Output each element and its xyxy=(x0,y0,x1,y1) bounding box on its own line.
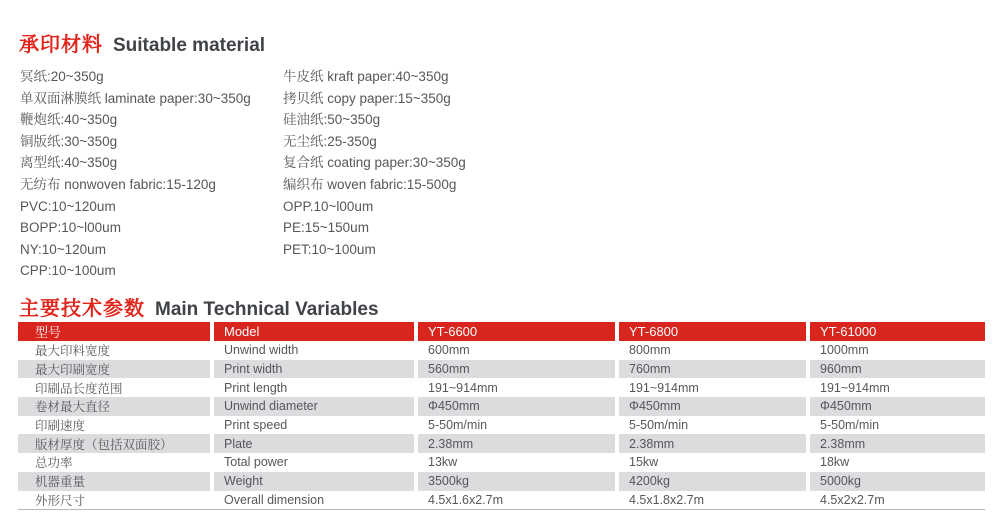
table-cell: 13kw xyxy=(428,455,458,470)
table-cell: 1000mm xyxy=(820,343,869,358)
table-cell: 2.38mm xyxy=(810,434,985,453)
table-cell: 4200kg xyxy=(619,472,806,491)
material-item: BOPP:10~l00um xyxy=(20,220,121,236)
table-cell: 最大印料宽度 xyxy=(35,344,111,359)
material-item: 鞭炮纸:40~350g xyxy=(20,112,118,128)
table-cell: 191~914mm xyxy=(629,380,699,395)
table-cell: 960mm xyxy=(810,360,985,379)
materials-list xyxy=(20,66,466,282)
table-cell: 卷材最大直径 xyxy=(18,397,210,416)
material-item: 复合纸 coating paper:30~350g xyxy=(283,155,466,171)
table-cell: 800mm xyxy=(629,343,671,358)
technical-variables-table xyxy=(18,322,985,510)
table-cell: Φ450mm xyxy=(619,397,806,416)
material-item: 离型纸:40~350g xyxy=(20,155,118,171)
table-cell: 5000kg xyxy=(810,472,985,491)
table-cell: 5-50m/min xyxy=(629,418,689,433)
table-cell: 4.5x1.6x2.7m xyxy=(428,492,504,507)
table-header-cell: Model xyxy=(214,322,414,341)
technical-variables-heading xyxy=(19,292,379,321)
table-cell: Weight xyxy=(214,472,414,491)
table-cell: 4.5x1.8x2.7m xyxy=(629,492,705,507)
table-cell: 机器重量 xyxy=(18,472,210,491)
table-cell: 总功率 xyxy=(35,456,73,471)
material-item: CPP:10~100um xyxy=(20,263,116,279)
table-cell: 760mm xyxy=(619,360,806,379)
table-header-cell: YT-6800 xyxy=(619,322,806,341)
material-item: NY:10~120um xyxy=(20,241,106,257)
material-item: 硅油纸:50~350g xyxy=(283,112,381,128)
suitable-material-heading-zh: 承印材料 xyxy=(19,34,103,56)
table-cell: 600mm xyxy=(428,343,470,358)
technical-variables-heading-zh: 主要技术参数 xyxy=(19,298,145,320)
materials-left-column xyxy=(20,66,283,282)
table-header-cell: 型号 xyxy=(18,322,210,341)
table-cell: Unwind width xyxy=(224,343,299,358)
table-header-cell: YT-61000 xyxy=(810,322,985,341)
material-item: 编织布 woven fabric:15-500g xyxy=(283,176,457,192)
material-item: 牛皮纸 kraft paper:40~350g xyxy=(283,69,449,84)
suitable-material-heading xyxy=(19,28,265,57)
table-cell: Total power xyxy=(224,455,288,470)
table-cell: 5-50m/min xyxy=(820,418,880,433)
table-cell: 5-50m/min xyxy=(428,418,488,433)
table-cell: Unwind diameter xyxy=(214,397,414,416)
table-header-cell: YT-6600 xyxy=(418,322,615,341)
material-item: 无尘纸:25-350g xyxy=(283,133,377,149)
table-cell: 3500kg xyxy=(418,472,615,491)
material-item: 单双面淋膜纸 laminate paper:30~350g xyxy=(20,90,251,106)
table-cell: Overall dimension xyxy=(224,492,325,507)
table-cell: 4.5x2x2.7m xyxy=(820,492,885,507)
material-item: PE:15~150um xyxy=(283,220,369,236)
technical-variables-heading-en: Main Technical Variables xyxy=(155,299,379,320)
table-cell: Print width xyxy=(214,360,414,379)
table-cell: Print speed xyxy=(224,418,288,433)
materials-right-column xyxy=(283,66,466,282)
table-cell: 191~914mm xyxy=(820,380,890,395)
material-item: PET:10~100um xyxy=(283,241,376,257)
table-cell: 版材厚度（包括双面胶） xyxy=(18,434,210,453)
table-cell: 外形尺寸 xyxy=(35,493,86,508)
table-cell: 2.38mm xyxy=(619,434,806,453)
table-cell: Print length xyxy=(224,380,288,395)
material-item: 无纺布 nonwoven fabric:15-120g xyxy=(20,176,216,192)
table-cell: Φ450mm xyxy=(418,397,615,416)
material-item: 拷贝纸 copy paper:15~350g xyxy=(283,90,451,106)
table-cell: 191~914mm xyxy=(428,380,498,395)
table-cell: Φ450mm xyxy=(810,397,985,416)
table-cell: 2.38mm xyxy=(418,434,615,453)
table-cell: 560mm xyxy=(418,360,615,379)
material-item: 铜版纸:30~350g xyxy=(20,133,118,149)
table-cell: 18kw xyxy=(820,455,850,470)
table-cell: 最大印刷宽度 xyxy=(18,360,210,379)
table-cell: 印刷速度 xyxy=(35,419,86,434)
material-item: OPP.10~l00um xyxy=(283,198,374,214)
table-cell: 印刷品长度范围 xyxy=(35,381,123,396)
table-cell: Plate xyxy=(214,434,414,453)
material-item: PVC:10~120um xyxy=(20,198,116,214)
material-item: 冥纸:20~350g xyxy=(20,69,104,84)
table-cell: 15kw xyxy=(629,455,659,470)
suitable-material-heading-en: Suitable material xyxy=(113,35,266,56)
